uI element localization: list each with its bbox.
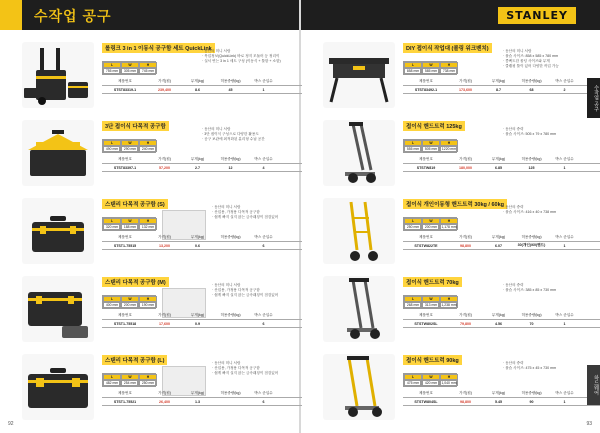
spec-label: 허용중량(kg) [521, 157, 542, 161]
dim-header: H [440, 218, 458, 224]
dim-value: 250 mm [404, 224, 422, 230]
dim-value: 305 mm [121, 68, 139, 74]
model-number: STSTW822TE [414, 243, 438, 248]
page-number-left: 92 [8, 421, 14, 427]
feature-item: · 동산의 미니 서랍 [503, 49, 532, 53]
dimension-table [403, 139, 573, 153]
spec-label: 허용중량(kg) [521, 313, 542, 317]
model-number: STSTW804SL [414, 399, 438, 404]
product-name: 롤링크 3 in 1 이동식 공구함 세트 QuickLink [102, 43, 215, 53]
product-name: 접이식 핸드트럭 125kg [403, 121, 465, 131]
page-title: 수작업 공구 [34, 8, 112, 24]
feature-list [503, 49, 559, 69]
pack-qty: 1 [563, 399, 566, 404]
spec-value-row [403, 241, 600, 250]
spec-label: 가격(원) [459, 235, 472, 239]
side-tab-hand-tools[interactable]: 수작업 공구 [587, 78, 600, 118]
dim-value: 188 mm [121, 224, 139, 230]
spec-label: 제품번호 [419, 391, 433, 395]
spec-value-row [403, 397, 600, 406]
dim-header: L [103, 140, 121, 146]
feature-item: · 동산의 미니 서랍 [202, 49, 231, 53]
spec-table [102, 312, 302, 328]
spec-label: 무게(kg) [190, 157, 205, 161]
price: 26,400 [159, 399, 170, 404]
spec-label: 제품번호 [118, 313, 132, 317]
spec-table [102, 234, 302, 250]
spec-label: 무게(kg) [190, 391, 205, 395]
weight: 2.7 [195, 165, 200, 170]
spec-label: 무게(kg) [190, 313, 205, 317]
spec-value-row [403, 163, 600, 172]
toolbox-large-icon [22, 354, 94, 420]
dim-header: W [422, 374, 440, 380]
weight: 0.6 [195, 243, 200, 248]
spec-label: 제품번호 [118, 79, 132, 83]
spec-label: 제품번호 [118, 235, 132, 239]
dim-value: 738 mm [440, 68, 458, 74]
dim-value: 268 mm [404, 302, 422, 308]
dim-header: H [440, 374, 458, 380]
dim-header: H [440, 140, 458, 146]
product-name: 접이식 핸드트럭 90kg [403, 355, 462, 365]
product-image [323, 120, 395, 186]
spec-header-row [102, 156, 302, 163]
spec-table [102, 156, 302, 172]
product-card [323, 118, 573, 192]
product-card [323, 40, 573, 114]
toolbox-small-icon [22, 198, 94, 264]
product-image [22, 198, 94, 264]
feature-item: · 플습 사이즈: 858 x 585 x 780 mm [503, 54, 559, 58]
feature-item: · 플습 사이즈: 385 x 85 x 730 mm [503, 288, 557, 292]
dimension-table [403, 373, 573, 387]
dim-header: L [103, 62, 121, 68]
spec-label: 제품번호 [118, 391, 132, 395]
page-gutter [299, 0, 301, 433]
rolling-toolbox-icon [22, 42, 94, 108]
feature-item: · 동산의 중력 [503, 205, 524, 209]
product-image [323, 198, 395, 264]
spec-label: 허용중량(kg) [521, 235, 542, 239]
dim-header: L [103, 296, 121, 302]
feature-item: · 동산의 중력 [503, 283, 524, 287]
feature-list [503, 361, 556, 371]
price: 79,800 [460, 321, 471, 326]
pack-qty: 6 [262, 321, 265, 326]
feature-item: · 플습 사이즈: 505 x 79 x 780 mm [503, 132, 557, 136]
feature-item: · 3단 접이식 구성으로 다양한 활용도 [202, 132, 259, 136]
capacity: 68 [529, 87, 534, 92]
feature-list [503, 283, 556, 293]
hand-truck-icon [323, 120, 395, 186]
spec-label: 제품번호 [419, 235, 433, 239]
spec-label: 박스 준입수 [555, 157, 574, 161]
dim-value: 400 mm [103, 302, 121, 308]
dim-value: 475 mm [404, 380, 422, 386]
feature-item: · 쉽게 빠지 실지 않는 금속래칭이 점검있어 [212, 371, 279, 375]
spec-label: 박스 준입수 [254, 79, 273, 83]
spec-value-row [102, 241, 302, 250]
pack-qty: 1 [563, 321, 566, 326]
spec-value-row [403, 85, 600, 94]
toolbox-medium-icon [22, 276, 94, 342]
feature-item: · 공구 보관에 최적화된 분리형 수납 공간 [202, 137, 265, 141]
spec-label: 무게(kg) [491, 391, 506, 395]
dim-header: W [121, 296, 139, 302]
feature-list [202, 49, 281, 64]
dim-value: 745 mm [139, 68, 157, 74]
spec-table [403, 156, 600, 172]
pack-qty: 1 [563, 165, 566, 170]
spec-label: 박스 준입수 [555, 313, 574, 317]
product-name: 3단 접이식 다목적 공구함 [102, 121, 169, 131]
dim-header: L [103, 374, 121, 380]
feature-item: · 플습 사이즈: 475 x 45 x 730 mm [503, 366, 557, 370]
spec-value-row [102, 319, 302, 328]
dim-header: W [121, 218, 139, 224]
dim-header: L [404, 218, 422, 224]
price: 13,200 [159, 243, 170, 248]
dim-value: 254 mm [121, 380, 139, 386]
spec-value-row [102, 163, 302, 172]
spec-label: 제품번호 [118, 157, 132, 161]
dim-value: 313 mm [422, 302, 440, 308]
spec-header-row [403, 312, 600, 319]
dim-value: 505 mm [422, 146, 440, 152]
spec-label: 허용중량(kg) [220, 391, 241, 395]
spec-label: 무게(kg) [491, 313, 506, 317]
product-card [323, 274, 573, 348]
spec-label: 제품번호 [419, 79, 433, 83]
pack-qty: 1 [262, 87, 265, 92]
stanley-logo: STANLEY [498, 7, 576, 24]
dim-header: H [139, 218, 157, 224]
dim-value: 240 mm [139, 146, 157, 152]
capacity: 45 [228, 87, 233, 92]
product-card [22, 118, 292, 192]
feature-item: · 쉽게 빠지 실지 않는 금속래칭이 점검있어 [212, 293, 279, 297]
spec-label: 허용중량(kg) [220, 79, 241, 83]
model-number: STST83319-1 [113, 87, 137, 92]
spec-header-row [102, 78, 302, 85]
price: 180,000 [459, 165, 472, 170]
feature-item: · 실서 연는 3 in 1 세트 구성 (이동식 + 툴함 + 소함) [202, 59, 281, 63]
dim-header: W [121, 374, 139, 380]
spec-value-row [403, 319, 600, 328]
spec-label: 가격(원) [158, 313, 171, 317]
product-image [22, 120, 94, 186]
model-number: STST1-75518 [113, 321, 137, 326]
spec-label: 허용중량(kg) [521, 79, 542, 83]
product-name: 접이식 핸드트럭 70kg [403, 277, 462, 287]
capacity: 125 [528, 165, 535, 170]
model-number: STST83492-1 [414, 87, 438, 92]
feature-item: · 쉽게 빠지 실지 않는 금속래칭이 점검있어 [212, 215, 279, 219]
dim-value: 858 mm [404, 68, 422, 74]
weight: 8.6 [195, 87, 200, 92]
spec-label: 가격(원) [158, 391, 171, 395]
spec-table [102, 390, 302, 406]
spec-header-row [102, 312, 302, 319]
price: 98,800 [460, 243, 471, 248]
product-card [323, 196, 573, 270]
spec-label: 가격(원) [158, 157, 171, 161]
dim-value: 1,040 mm [441, 381, 457, 385]
spec-label: 무게(kg) [491, 157, 506, 161]
dim-value: 1220 mm [441, 147, 457, 151]
spec-header-row [102, 390, 302, 397]
spec-table [102, 78, 302, 94]
dimension-table [403, 295, 573, 309]
feature-list [212, 361, 278, 376]
feature-item: · 플습 사이즈: 416 x 40 x 738 mm [503, 210, 557, 214]
capacity: 12 [228, 165, 233, 170]
dim-header: L [103, 218, 121, 224]
header-accent-bar [0, 0, 22, 30]
dim-value: 290 mm [121, 146, 139, 152]
product-card [22, 274, 292, 348]
weight: 6.07 [495, 243, 502, 248]
spec-label: 제품번호 [419, 313, 433, 317]
product-name: 스탠리 다목적 공구함 (M) [102, 277, 169, 287]
product-card [22, 40, 292, 114]
feature-item: · 동산의 중력 [503, 361, 524, 365]
spec-table [403, 234, 600, 250]
dim-value: 200 mm [121, 302, 139, 308]
feature-item: · 동산의 미니 서랍 [212, 205, 241, 209]
spec-header-row [403, 78, 600, 85]
feature-item: · 동산의 미니 서랍 [212, 283, 241, 287]
spec-label: 박스 준입수 [254, 313, 273, 317]
spec-header-row [102, 234, 302, 241]
dim-header: L [404, 296, 422, 302]
weight: 0.9 [195, 321, 200, 326]
price: 98,800 [460, 399, 471, 404]
product-name: 스탠리 다목적 공구함 (S) [102, 199, 168, 209]
spec-label: 박스 준입수 [555, 235, 574, 239]
feature-list [503, 205, 556, 215]
weight: 6.85 [495, 165, 502, 170]
spec-label: 무게(kg) [190, 79, 205, 83]
dim-value: 250 mm [139, 380, 157, 386]
spec-label: 무게(kg) [491, 235, 506, 239]
dim-value: 1,178 mm [441, 225, 457, 229]
dimension-table [403, 217, 573, 231]
weight: 1.3 [195, 399, 200, 404]
product-image [22, 354, 94, 420]
feature-item: · 콤팩트한 폴딩 사이즈와 무게 [503, 59, 550, 63]
product-name: DIY 접이식 작업대 (볼링 워크벤치) [403, 43, 492, 53]
product-card [22, 196, 292, 270]
product-image [323, 276, 395, 342]
dim-value: 482 mm [103, 380, 121, 386]
side-tab-hardware[interactable]: 하드웨어 [587, 365, 600, 405]
spec-label: 허용중량(kg) [521, 391, 542, 395]
dim-header: L [404, 62, 422, 68]
spec-label: 가격(원) [158, 235, 171, 239]
left-page-header [0, 0, 299, 30]
feature-item: · 산업용, 가정용 다목적 공구함 [212, 288, 260, 292]
dim-value: 320 mm [103, 224, 121, 230]
dim-value: 755 mm [103, 68, 121, 74]
dim-value: 132 mm [139, 224, 157, 230]
spec-header-row [403, 234, 600, 241]
spec-label: 허용중량(kg) [220, 157, 241, 161]
dim-header: W [422, 140, 440, 146]
spec-label: 가격(원) [158, 79, 171, 83]
spec-table [403, 312, 600, 328]
feature-list [503, 127, 556, 137]
price: 239,400 [158, 87, 171, 92]
pack-qty: 2 [563, 87, 566, 92]
capacity: 90 [529, 399, 534, 404]
capacity: 70 [529, 321, 534, 326]
dim-header: H [139, 296, 157, 302]
dim-header: W [422, 218, 440, 224]
dim-value: 1,238 mm [441, 303, 457, 307]
spec-label: 가격(원) [459, 79, 472, 83]
pack-qty: 6 [262, 399, 265, 404]
spec-label: 가격(원) [459, 157, 472, 161]
product-image [22, 42, 94, 108]
product-card [22, 352, 292, 426]
model-number: STSTW819 [416, 165, 436, 170]
spec-table [403, 78, 600, 94]
spec-label: 무게(kg) [491, 79, 506, 83]
model-number: STSTW802SL [414, 321, 438, 326]
feature-item: · 산업용, 가정용 다목적 공구함 [212, 210, 260, 214]
dim-header: H [139, 62, 157, 68]
dim-header: H [440, 296, 458, 302]
page-number-right: 93 [586, 421, 592, 427]
feature-list [212, 205, 278, 220]
spec-label: 박스 준입수 [254, 391, 273, 395]
feature-item: · 동산의 미니 서랍 [212, 361, 241, 365]
spec-value-row [102, 397, 302, 406]
feature-list [212, 283, 278, 298]
feature-item: · 동산의 미니 서랍 [202, 127, 231, 131]
model-number: STST83397-1 [113, 165, 137, 170]
weight: 4.56 [495, 321, 502, 326]
model-number: STST1-75515 [113, 243, 137, 248]
feature-item: · 산업용, 가정용 다목적 공구함 [212, 366, 260, 370]
dim-header: L [404, 374, 422, 380]
product-image [22, 276, 94, 342]
spec-label: 가격(원) [459, 391, 472, 395]
feature-item: · 목업정보(QuickLink) 바로 정지 모듈어 등 정리이 [202, 54, 280, 58]
dim-header: H [440, 62, 458, 68]
dim-value: 585 mm [422, 68, 440, 74]
spec-header-row [403, 390, 600, 397]
price: 17,600 [159, 321, 170, 326]
right-page-header [301, 0, 600, 30]
dim-header: H [139, 374, 157, 380]
spec-label: 허용중량(kg) [220, 235, 241, 239]
dim-header: W [422, 62, 440, 68]
price: 57,200 [159, 165, 170, 170]
feature-item: · 동산의 중력 [503, 127, 524, 131]
spec-label: 박스 준입수 [555, 391, 574, 395]
capacity: 30(개인)/60(핸드) [517, 243, 546, 247]
dim-value: 190 mm [139, 302, 157, 308]
workbench-icon [323, 42, 395, 108]
spec-table [403, 390, 600, 406]
feature-list [202, 127, 265, 142]
product-card [323, 352, 573, 426]
spec-label: 무게(kg) [190, 235, 205, 239]
dim-value: 555 mm [404, 146, 422, 152]
dim-header: W [422, 296, 440, 302]
spec-label: 허용중량(kg) [220, 313, 241, 317]
product-image [323, 42, 395, 108]
pack-qty: 4 [262, 165, 265, 170]
weight: 5.45 [495, 399, 502, 404]
spec-label: 박스 준입수 [254, 235, 273, 239]
spec-label: 박스 준입수 [254, 157, 273, 161]
spec-label: 제품번호 [419, 157, 433, 161]
hand-truck-icon [323, 354, 395, 420]
product-image [323, 354, 395, 420]
product-name: 접이식 개인이동형 핸드트럭 30kg / 60kg [403, 199, 507, 209]
weight: 8.7 [496, 87, 501, 92]
dim-value: 490 mm [103, 146, 121, 152]
feature-item: · 클램핑 툴이 있어 다양한 작업 가능 [503, 64, 559, 68]
product-name: 스탠리 다목적 공구함 (L) [102, 355, 167, 365]
convertible-hand-truck-icon [323, 198, 395, 264]
dim-value: 420 mm [422, 380, 440, 386]
dim-header: W [121, 140, 139, 146]
model-number: STST1-75521 [113, 399, 137, 404]
dim-value: 200 mm [422, 224, 440, 230]
spec-label: 가격(원) [459, 313, 472, 317]
spec-value-row [102, 85, 302, 94]
price: 173,600 [459, 87, 472, 92]
hand-truck-icon [323, 276, 395, 342]
spec-label: 박스 준입수 [555, 79, 574, 83]
spec-header-row [403, 156, 600, 163]
dim-header: H [139, 140, 157, 146]
cantilever-toolbox-icon [22, 120, 94, 186]
dim-header: L [404, 140, 422, 146]
pack-qty: 6 [262, 243, 265, 248]
dim-header: W [121, 62, 139, 68]
pack-qty: 1 [563, 243, 566, 248]
